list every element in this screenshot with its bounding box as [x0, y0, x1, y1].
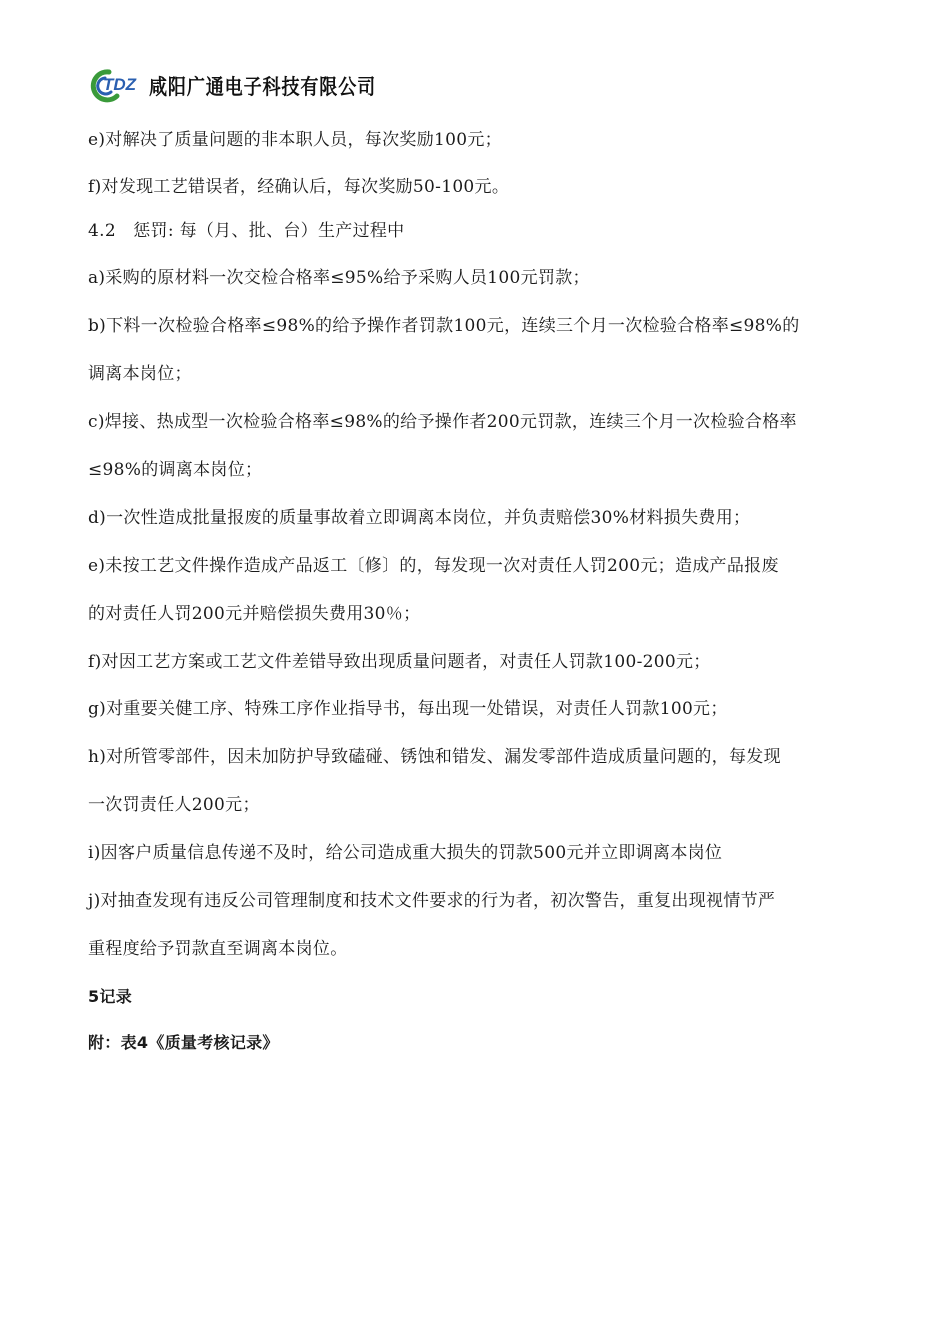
logo-text: TDZ	[103, 75, 137, 94]
penalty-item-i: i)因客户质量信息传递不及时，给公司造成重大损失的罚款500元并立即调离本岗位	[88, 843, 723, 863]
penalty-item-b-cont: 调离本岗位；	[88, 364, 192, 384]
penalty-item-h-cont: 一次罚责任人200元；	[88, 795, 260, 815]
penalty-item-g: g)对重要关健工序、特殊工序作业指导书，每出现一处错误，对责任人罚款100元；	[88, 699, 728, 719]
attachment-note: 附：表4《质量考核记录》	[88, 1033, 279, 1052]
penalty-item-c: c)焊接、热成型一次检验合格率≤98%的给予操作者200元罚款，连续三个月一次检验合格率	[88, 412, 797, 432]
company-name: 咸阳广通电子科技有限公司	[149, 75, 377, 99]
penalty-item-d: d)一次性造成批量报废的质量事故着立即调离本岗位，并负责赔偿30%材料损失费用；	[88, 508, 751, 528]
penalty-item-f: f)对因工艺方案或工艺文件差错导致出现质量问题者，对责任人罚款100-200元；	[88, 652, 711, 672]
penalty-item-e: e)未按工艺文件操作造成产品返工〔修〕的，每发现一次对责任人罚200元；造成产品报废	[88, 556, 779, 576]
penalty-item-e-cont: 的对责任人罚200元并赔偿损失费用30％；	[88, 604, 421, 624]
document-header	[87, 66, 413, 106]
penalty-item-j-cont: 重程度给予罚款直至调离本岗位。	[88, 939, 348, 959]
company-logo	[87, 66, 145, 106]
penalty-item-a: a)采购的原材料一次交检合格率≤95%给予采购人员100元罚款；	[88, 268, 590, 288]
penalty-heading: 4.2 惩罚: 每（月、批、台）生产过程中	[88, 221, 405, 241]
reward-item-e: e)对解决了质量问题的非本职人员，每次奖励100元；	[88, 130, 502, 150]
penalty-item-h: h)对所管零部件，因未加防护导致磕碰、锈蚀和错发、漏发零部件造成质量问题的，每发现	[88, 747, 781, 767]
reward-item-f: f)对发现工艺错误者，经确认后，每次奖励50-100元。	[88, 177, 510, 197]
section-title: 5记录	[88, 987, 133, 1006]
penalty-item-b: b)下料一次检验合格率≤98%的给予操作者罚款100元，连续三个月一次检验合格率≤98%的	[88, 316, 800, 336]
penalty-item-j: j)对抽查发现有违反公司管理制度和技术文件要求的行为者，初次警告，重复出现视情节严	[88, 891, 776, 911]
penalty-item-c-cont: ≤98%的调离本岗位；	[88, 460, 263, 480]
